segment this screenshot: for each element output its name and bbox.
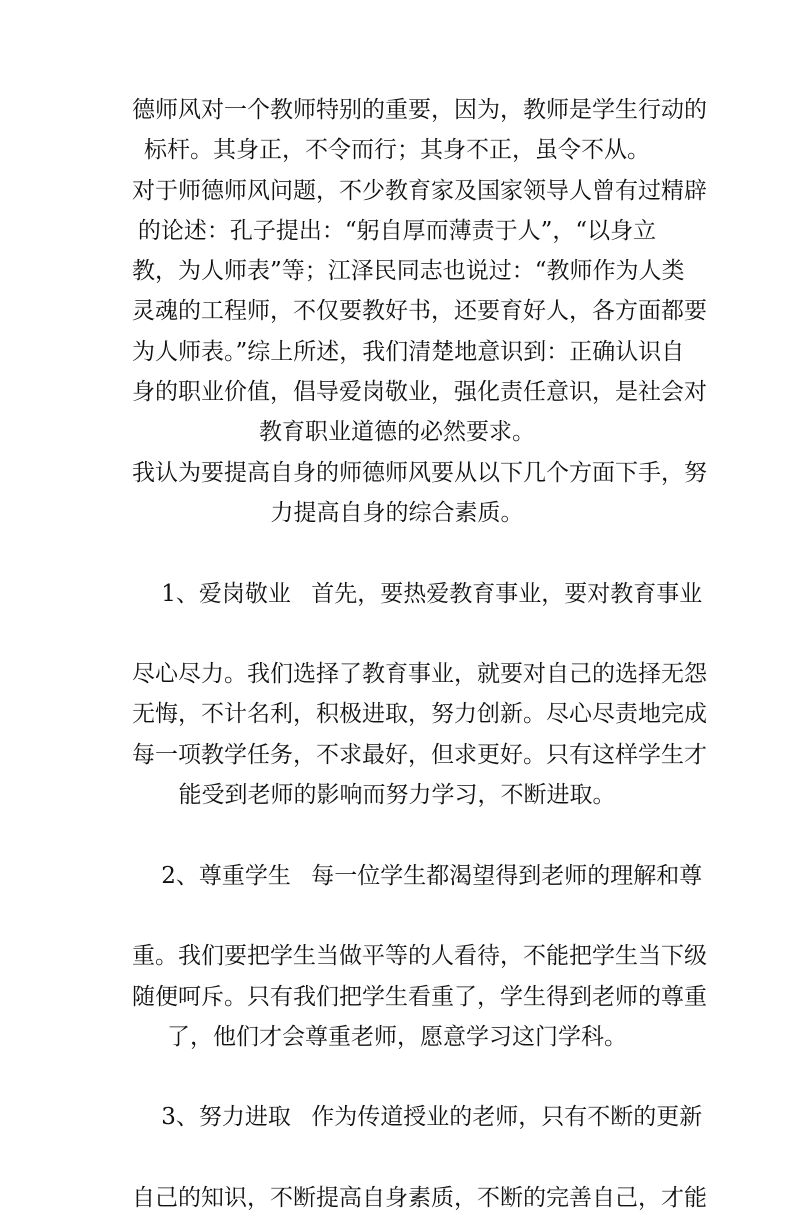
list-item-3-text-start: 作为传道授业的老师，只有不断的更新 [311,1104,703,1131]
document-page [132,90,707,1218]
paragraph-line: 对于师德师风问题，不少教育家及国家领导人曾有过精辟 [132,177,707,204]
paragraph-line: 无悔，不计名利，积极进取，努力创新。尽心尽责地完成 [132,701,707,728]
list-item-1-line [132,533,703,654]
list-item-2-text-start: 每一位学生都渴望得到老师的理解和尊 [311,862,703,889]
paragraph-line: 教育职业道德的必然要求。 [259,419,535,446]
paragraph-line: 尽心尽力。我们选择了教育事业，就要对自己的选择无怨 [132,661,707,688]
paragraph-line: 我认为要提高自身的师德师风要从以下几个方面下手，努 [132,459,707,486]
paragraph-line: 力提高自身的综合素质。 [270,499,524,526]
paragraph-line: 标杆。其身正，不令而行；其身不正，虽令不从。 [144,137,650,164]
list-item-2-heading: 2、尊重学生 [161,862,291,889]
list-item-3-heading: 3、努力进取 [161,1104,291,1131]
paragraph-line: 自己的知识，不断提高自身素质，不断的完善自己，才能 [132,1185,707,1212]
list-item-3-line [132,1057,703,1178]
list-item-1-heading: 1、爱岗敬业 [161,580,291,607]
paragraph-line: 了，他们才会尊重老师，愿意学习这门学科。 [167,1023,627,1050]
paragraph-line: 德师风对一个教师特别的重要，因为，教师是学生行动的 [132,97,707,123]
list-item-1-text-start: 首先，要热爱教育事业，要对教育事业 [311,580,703,607]
paragraph-line: 随便呵斥。只有我们把学生看重了，学生得到老师的尊重 [132,983,707,1010]
list-item-2-line [132,815,703,936]
paragraph-line: 身的职业价值，倡导爱岗敬业，强化责任意识，是社会对 [132,379,707,406]
paragraph-line: 灵魂的工程师，不仅要教好书，还要育好人，各方面都要 [132,298,707,325]
paragraph-line: 的论述：孔子提出：“躬自厚而薄责于人”，“以身立 [137,217,657,244]
paragraph-line: 每一项教学任务，不求最好，但求更好。只有这样学生才 [132,741,707,768]
paragraph-line: 教，为人师表”等；江泽民同志也说过：“教师作为人类 [132,258,685,285]
paragraph-line: 为人师表。”综上所述，我们清楚地意识到：正确认识自 [132,338,685,365]
paragraph-line: 能受到老师的影响而努力学习，不断进取。 [178,782,616,809]
paragraph-line: 重。我们要把学生当做平等的人看待，不能把学生当下级 [132,943,707,970]
